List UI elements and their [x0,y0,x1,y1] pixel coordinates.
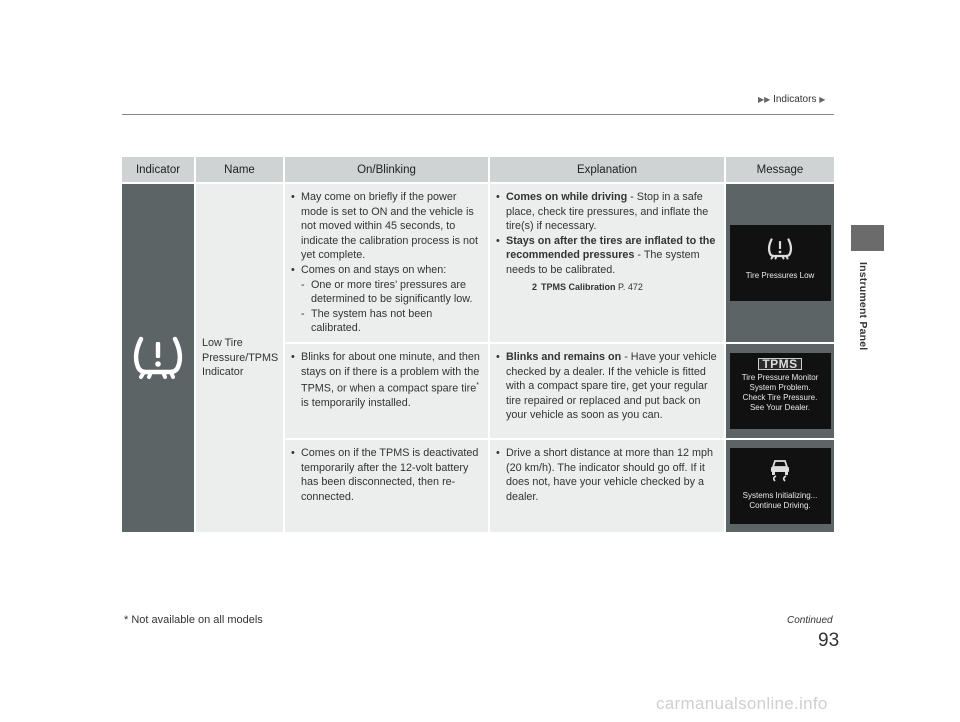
breadcrumb [758,94,825,105]
text: is temporarily installed. [301,397,411,410]
bold-text: Comes on while driving [506,191,628,203]
col-indicator: Indicator [122,157,195,183]
header-rule [122,114,834,115]
list-item: • Comes on if the TPMS is deactivated temporarily after the 12-volt battery has been disconnected, then re-connected. [291,446,482,504]
col-on-blinking: On/Blinking [284,157,489,183]
text: - Stop in a safe place, check tire pressures, and inflate the tire(s) if necessary. [506,191,709,233]
list-item: • Drive a short distance at more than 12 mph (20 km/h). The indicator should go off. If it does not, have your vehicle checked by a dealer. [496,446,718,504]
footnote-text: Not available on all models [131,614,263,626]
row1-message [725,183,834,342]
row2-message [725,344,834,438]
indicator-cell [122,183,195,532]
list-item [496,350,718,423]
text: Blinks for about one minute, and then stays on if there is a problem with the TPMS, or when a compact spare tire [301,350,480,395]
arrow-icon: ▶ [819,95,826,104]
text: - Have your vehicle checked by a dealer. If the vehicle is fitted with a compact spare tire, get your regular tire repaired or replaced and put back on your vehicle as soon as you can. [506,350,717,422]
section-label: Instrument Panel [857,262,869,351]
message-line: Systems Initializing... [742,490,818,500]
col-name: Name [195,157,284,183]
sub-item: - One or more tires’ pressures are determined to be significantly low. [301,278,482,307]
double-arrow-icon: ▶▶ [758,95,771,104]
row1-on-blinking [284,183,489,342]
row2-explanation [489,344,725,438]
reference-page: P. 472 [618,281,643,292]
row1-explanation [489,183,725,342]
message-screen [730,448,831,524]
message-line: System Problem. [749,382,811,392]
footnote-mark: * [476,382,479,390]
list-text: Comes on and stays on when: [301,263,447,276]
message-screen [730,353,831,429]
list-item: • May come on briefly if the power mode is set to ON and the vehicle is not moved within 45 seconds, to indicate the calibration process is not yet complete. [291,190,482,263]
list-item [291,263,482,336]
skidding-car-icon [767,456,793,482]
reference-label: TPMS Calibration [541,281,616,292]
message-line: Tire Pressure Monitor [741,372,819,382]
section-tab [851,225,884,251]
bold-text: Stays on after the tires are inflated to the recommended pressures [506,234,716,262]
col-message: Message [725,157,834,183]
tpms-badge: TPMS [758,358,801,370]
indicator-name: Low Tire Pressure/TPMS Indicator [195,183,284,532]
tire-pressure-warning-icon [765,235,795,261]
list-item [291,350,482,411]
indicator-table [122,157,835,532]
sub-item: - The system has not been calibrated. [301,307,482,336]
col-explanation: Explanation [489,157,725,183]
message-line: Check Tire Pressure. [742,392,818,402]
message-line: Continue Driving. [749,500,811,510]
continued-label: Continued [787,615,833,626]
message-line: See Your Dealer. [749,402,811,412]
list-item [496,190,718,234]
bold-text: Blinks and remains on [506,350,622,363]
message-screen [730,225,831,301]
row3-message [725,440,834,532]
page-number: 93 [818,630,840,651]
footnote-mark: * [124,614,129,626]
footnote [124,614,263,626]
tire-pressure-indicator-icon [128,331,188,381]
row2-on-blinking [284,344,489,438]
message-text: Tire Pressures Low [745,270,815,280]
reference-arrow-icon: 2 [532,281,538,292]
page-reference[interactable] [506,280,718,295]
row3-on-blinking [284,440,489,532]
row3-explanation [489,440,725,532]
list-item [496,234,718,294]
breadcrumb-label: Indicators [773,94,817,105]
watermark: carmanualsonline.info [656,694,828,713]
text: - The system needs to be calibrated. [506,249,700,276]
